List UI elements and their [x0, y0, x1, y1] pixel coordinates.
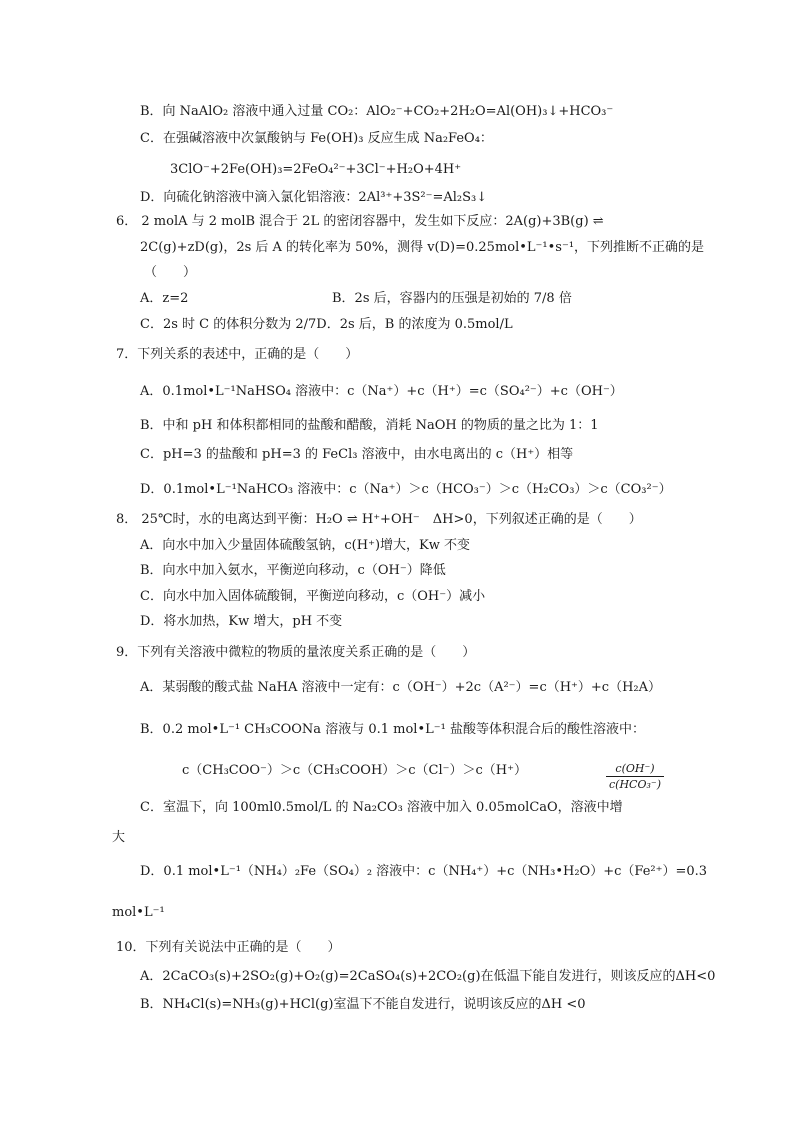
q9-option-d: D．0.1 mol•L⁻¹（NH₄）₂Fe（SO₄）₂ 溶液中：c（NH₄⁺）+c（NH₃•H₂O）+c（Fe²⁺）=0.3 — [140, 864, 708, 879]
q9-ratio-fraction — [606, 762, 664, 791]
q6-option-b: B．2s 后，容器内的压强是初始的 7/8 倍 — [332, 291, 572, 306]
q6-option-a: A．z=2 — [140, 291, 189, 306]
q9-option-c-cont: 大 — [112, 830, 126, 845]
q7-stem: 7．下列关系的表述中，正确的是（ ） — [116, 347, 359, 362]
q8-option-b: B．向水中加入氨水，平衡逆向移动，c（OH⁻）降低 — [140, 563, 446, 578]
fraction-numerator: c(OH⁻) — [606, 762, 664, 777]
q10-option-b: B．NH₄Cl(s)=NH₃(g)+HCl(g)室温下不能自发进行，说明该反应的ΔH <0 — [140, 997, 586, 1012]
q6-answer-blank: （ ） — [144, 265, 197, 280]
q9-option-b-relation: c（CH₃COO⁻）＞c（CH₃COOH）＞c（Cl⁻）＞c（H⁺） — [182, 763, 528, 778]
q9-option-d-cont: mol•L⁻¹ — [112, 905, 165, 920]
q6-stem: 6． 2 molA 与 2 molB 混合于 2L 的密闭容器中，发生如下反应：2A(g)+3B(g) ⇌ — [116, 214, 604, 229]
q9-option-c: C．室温下，向 100ml0.5mol/L 的 Na₂CO₃ 溶液中加入 0.05molCaO，溶液中增 — [140, 800, 623, 815]
q8-option-a: A．向水中加入少量固体硫酸氢钠，c(H⁺)增大，Kw 不变 — [140, 538, 470, 553]
q5-option-c: C．在强碱溶液中次氯酸钠与 Fe(OH)₃ 反应生成 Na₂FeO₄： — [140, 131, 493, 146]
q5-option-c-equation: 3ClO⁻+2Fe(OH)₃=2FeO₄²⁻+3Cl⁻+H₂O+4H⁺ — [170, 162, 462, 177]
fraction-denominator: c(HCO₃⁻) — [609, 778, 661, 791]
q7-option-c: C．pH=3 的盐酸和 pH=3 的 FeCl₃ 溶液中，由水电离出的 c（H⁺）相等 — [140, 447, 574, 462]
q5-option-b: B．向 NaAlO₂ 溶液中通入过量 CO₂：AlO₂⁻+CO₂+2H₂O=Al(OH)₃↓+HCO₃⁻ — [140, 104, 614, 119]
q7-option-a: A．0.1mol•L⁻¹NaHSO₄ 溶液中：c（Na⁺）+c（H⁺）=c（SO₄²⁻）+c（OH⁻） — [140, 384, 623, 399]
q7-option-d: D．0.1mol•L⁻¹NaHCO₃ 溶液中：c（Na⁺）＞c（HCO₃⁻）＞c（H₂CO₃）＞c（CO₃²⁻） — [140, 482, 672, 497]
q10-stem: 10．下列有关说法中正确的是（ ） — [116, 940, 341, 955]
q10-option-a: A．2CaCO₃(s)+2SO₂(g)+O₂(g)=2CaSO₄(s)+2CO₂(g)在低温下能自发进行，则该反应的ΔH<0 — [140, 969, 716, 984]
q7-option-b: B．中和 pH 和体积都相同的盐酸和醋酸，消耗 NaOH 的物质的量之比为 1：1 — [140, 418, 599, 433]
q8-stem: 8． 25℃时，水的电离达到平衡：H₂O ⇌ H⁺+OH⁻ ΔH>0，下列叙述正确的是（ ） — [116, 512, 642, 527]
q9-stem: 9．下列有关溶液中微粒的物质的量浓度关系正确的是（ ） — [116, 645, 476, 660]
q5-option-d: D．向硫化钠溶液中滴入氯化铝溶液：2Al³⁺+3S²⁻=Al₂S₃↓ — [140, 190, 488, 205]
q6-option-cd: C．2s 时 C 的体积分数为 2/7D．2s 后，B 的浓度为 0.5mol/L — [140, 317, 513, 332]
q6-stem-cont: 2C(g)+zD(g)，2s 后 A 的转化率为 50%，测得 v(D)=0.25mol•L⁻¹•s⁻¹，下列推断不正确的是 — [140, 240, 705, 255]
q9-option-b: B．0.2 mol•L⁻¹ CH₃COONa 溶液与 0.1 mol•L⁻¹ 盐酸等体积混合后的酸性溶液中： — [140, 722, 645, 737]
q8-option-c: C．向水中加入固体硫酸铜，平衡逆向移动，c（OH⁻）减小 — [140, 589, 486, 604]
q8-option-d: D．将水加热，Kw 增大，pH 不变 — [140, 614, 343, 629]
q9-option-a: A．某弱酸的酸式盐 NaHA 溶液中一定有：c（OH⁻）+2c（A²⁻）=c（H⁺）+c（H₂A） — [140, 680, 662, 695]
